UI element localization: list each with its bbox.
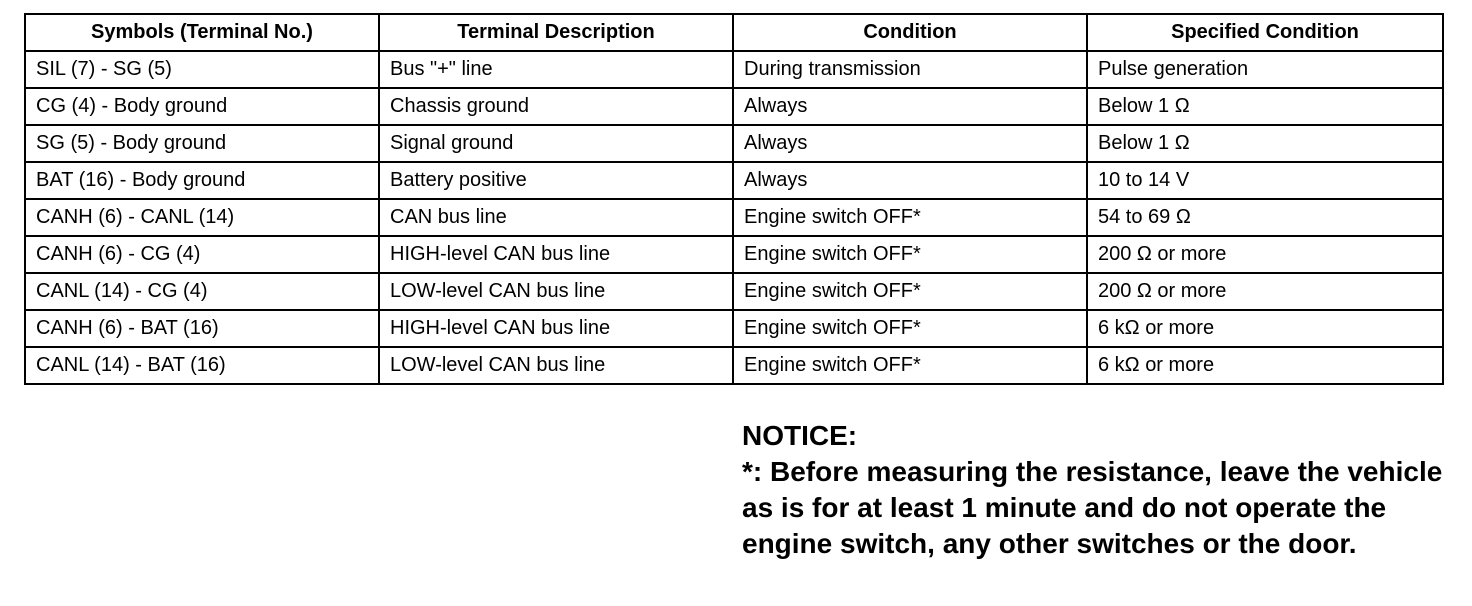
cell-symbols: CANL (14) - CG (4)	[25, 273, 379, 310]
cell-description: CAN bus line	[379, 199, 733, 236]
cell-condition: Engine switch OFF*	[733, 347, 1087, 384]
table-row	[25, 199, 1443, 236]
cell-specified: 6 kΩ or more	[1087, 310, 1443, 347]
cell-symbols: CANH (6) - CG (4)	[25, 236, 379, 273]
cell-specified: Below 1 Ω	[1087, 125, 1443, 162]
cell-specified: 10 to 14 V	[1087, 162, 1443, 199]
cell-specified: Below 1 Ω	[1087, 88, 1443, 125]
cell-condition: Engine switch OFF*	[733, 236, 1087, 273]
notice-block	[742, 418, 1462, 562]
table-row	[25, 310, 1443, 347]
cell-condition: Engine switch OFF*	[733, 199, 1087, 236]
cell-specified: 200 Ω or more	[1087, 273, 1443, 310]
cell-symbols: CG (4) - Body ground	[25, 88, 379, 125]
cell-condition: During transmission	[733, 51, 1087, 88]
notice-text: *: Before measuring the resistance, leave the vehicle as is for at least 1 minute and do not operate the engine switch, any other switches or the door.	[742, 456, 1443, 559]
header-condition: Condition	[733, 14, 1087, 51]
table-row	[25, 347, 1443, 384]
terminal-spec-table	[24, 13, 1444, 385]
header-terminal-description: Terminal Description	[379, 14, 733, 51]
cell-condition: Always	[733, 88, 1087, 125]
table-header-row	[25, 14, 1443, 51]
cell-specified: 54 to 69 Ω	[1087, 199, 1443, 236]
cell-symbols: CANL (14) - BAT (16)	[25, 347, 379, 384]
cell-symbols: SG (5) - Body ground	[25, 125, 379, 162]
cell-symbols: BAT (16) - Body ground	[25, 162, 379, 199]
cell-specified: 200 Ω or more	[1087, 236, 1443, 273]
cell-condition: Engine switch OFF*	[733, 310, 1087, 347]
cell-description: LOW-level CAN bus line	[379, 273, 733, 310]
cell-symbols: SIL (7) - SG (5)	[25, 51, 379, 88]
notice-title: NOTICE:	[742, 420, 858, 451]
cell-description: Signal ground	[379, 125, 733, 162]
table-row	[25, 162, 1443, 199]
table-row	[25, 88, 1443, 125]
cell-specified: Pulse generation	[1087, 51, 1443, 88]
cell-description: Chassis ground	[379, 88, 733, 125]
header-specified-condition: Specified Condition	[1087, 14, 1443, 51]
cell-condition: Always	[733, 162, 1087, 199]
cell-symbols: CANH (6) - BAT (16)	[25, 310, 379, 347]
cell-description: HIGH-level CAN bus line	[379, 236, 733, 273]
header-symbols: Symbols (Terminal No.)	[25, 14, 379, 51]
cell-description: HIGH-level CAN bus line	[379, 310, 733, 347]
table-row	[25, 236, 1443, 273]
table-row	[25, 273, 1443, 310]
cell-condition: Always	[733, 125, 1087, 162]
cell-condition: Engine switch OFF*	[733, 273, 1087, 310]
cell-description: Bus "+" line	[379, 51, 733, 88]
cell-symbols: CANH (6) - CANL (14)	[25, 199, 379, 236]
table-row	[25, 51, 1443, 88]
cell-description: Battery positive	[379, 162, 733, 199]
cell-specified: 6 kΩ or more	[1087, 347, 1443, 384]
table-row	[25, 125, 1443, 162]
cell-description: LOW-level CAN bus line	[379, 347, 733, 384]
